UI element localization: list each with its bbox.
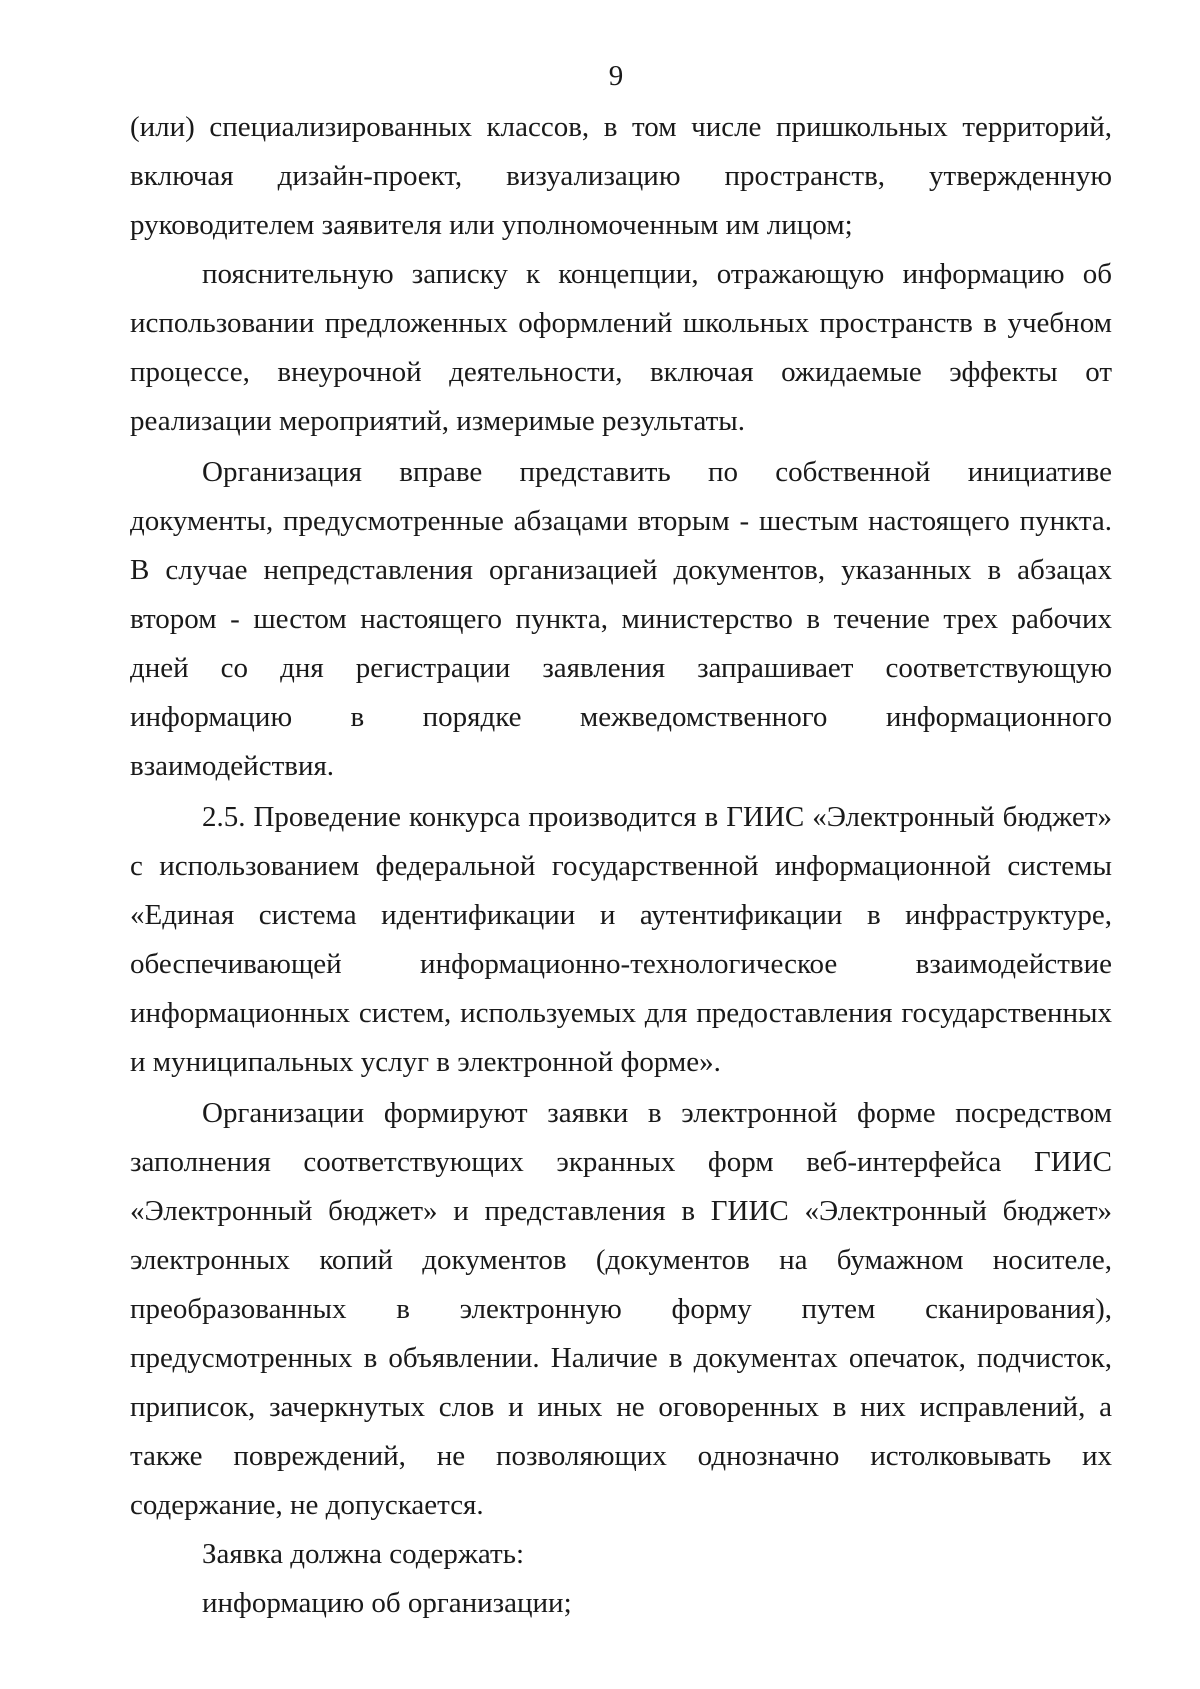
document-body xyxy=(130,103,1112,1628)
paragraph-application-contents: Заявка должна содержать: xyxy=(202,1538,525,1570)
page-number: 9 xyxy=(608,60,624,92)
paragraph-continuation: (или) специализированных классов, в том числе пришкольных территорий, включая дизайн-проект, визуализацию пространств, утвержденную руководителем заявителя или уполномоченным им лицом; xyxy=(130,111,1112,241)
paragraph-application-form: Организации формируют заявки в электронной форме посредством заполнения соответствующих экранных форм веб-интерфейса ГИИС «Электронный бюджет» и представления в ГИИС «Электронный бюджет» электронных копий документов (документов на бумажном носителе, преобразованных в электронную форму путем сканирования), предусмотренных в объявлении. Наличие в документах опечаток, подчисток, приписок, зачеркнутых слов и иных не оговоренных в них исправлений, а также повреждений, не позволяющих однозначно истолковывать их содержание, не допускается. xyxy=(130,1097,1112,1521)
paragraph-organization-info: информацию об организации; xyxy=(202,1587,572,1619)
paragraph-section-2-5: 2.5. Проведение конкурса производится в ГИИС «Электронный бюджет» с использованием федеральной государственной информационной системы «Единая система идентификации и аутентификации в инфраструктуре, обеспечивающей информационно-технологическое взаимодействие информационных систем, используемых для предоставления государственных и муниципальных услуг в электронной форме». xyxy=(130,801,1112,1078)
paragraph-organization-rights: Организация вправе представить по собственной инициативе документы, предусмотренные абзацами вторым - шестым настоящего пункта. В случае непредставления организацией документов, указанных в абзацах втором - шестом настоящего пункта, министерство в течение трех рабочих дней со дня регистрации заявления запрашивает соответствующую информацию в порядке межведомственного информационного взаимодействия. xyxy=(130,456,1112,782)
paragraph-explanatory-note: пояснительную записку к концепции, отражающую информацию об использовании предложенных оформлений школьных пространств в учебном процессе, внеурочной деятельности, включая ожидаемые эффекты от реализации мероприятий, измеримые результаты. xyxy=(130,258,1112,437)
